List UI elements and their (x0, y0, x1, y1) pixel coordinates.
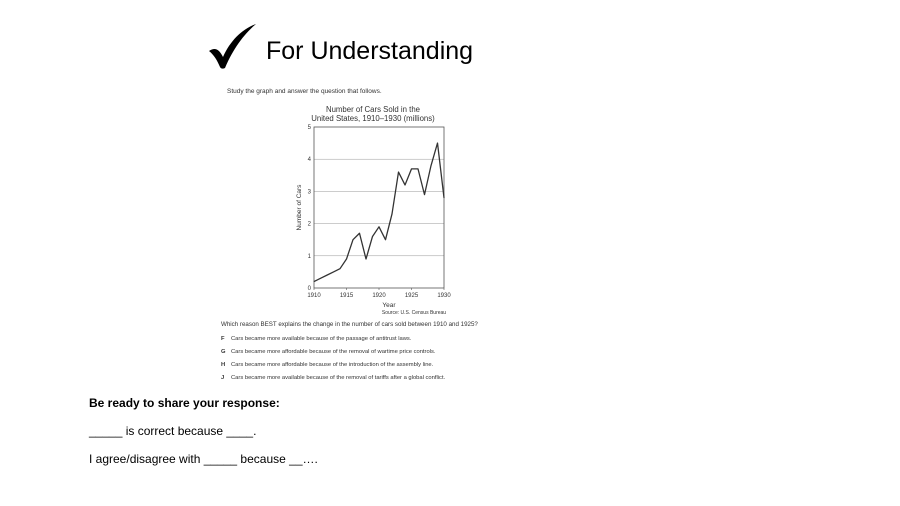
y-tick-labels (308, 125, 312, 292)
y-tick-label: 4 (307, 157, 311, 164)
response-frame-1: _____ is correct because ____. (89, 424, 257, 438)
data-point (431, 165, 432, 166)
x-tick-label: 1915 (339, 293, 354, 299)
answer-option-text: Cars became more affordable because of the removal of wartime price controls. (231, 349, 436, 355)
question-figure (218, 84, 518, 394)
y-tick-label: 0 (307, 286, 311, 292)
chart-title-line1: Number of Cars Sold in the (325, 105, 421, 114)
plot-frame (314, 127, 444, 288)
data-point (392, 214, 393, 215)
y-tick-label: 1 (307, 253, 311, 260)
response-heading: Be ready to share your response: (89, 396, 280, 410)
data-point (398, 172, 399, 173)
x-tick-label: 1930 (437, 293, 451, 299)
x-tick-labels (307, 288, 451, 299)
answer-option-g (221, 349, 436, 355)
data-point (424, 194, 425, 195)
data-point (327, 275, 328, 276)
answer-option-text: Cars became more affordable because of the introduction of the assembly line. (231, 362, 434, 368)
data-point (372, 236, 373, 237)
answer-option-letter: G (221, 349, 226, 355)
answer-option-text: Cars became more available because of the removal of tariffs after a global conflict. (231, 375, 446, 381)
data-point (353, 239, 354, 240)
data-point (405, 185, 406, 186)
answer-option-letter: H (221, 362, 226, 368)
slide-heading (206, 22, 473, 72)
data-point (437, 143, 438, 144)
y-tick-label: 5 (307, 125, 311, 131)
figure-intro: Study the graph and answer the question that follows. (227, 88, 382, 95)
line-chart (218, 84, 518, 324)
data-point (379, 226, 380, 227)
response-frame-2: I agree/disagree with _____ because __…. (89, 452, 318, 466)
data-point (411, 168, 412, 169)
data-point (340, 268, 341, 269)
data-point (385, 239, 386, 240)
answer-option-h (221, 362, 433, 368)
data-point (346, 259, 347, 260)
data-point (359, 233, 360, 234)
chart-title-line2: United States, 1910–1930 (millions) (311, 114, 435, 123)
data-point (366, 259, 367, 260)
answer-option-j (221, 375, 445, 381)
chart-source: Source: U.S. Census Bureau (381, 310, 447, 316)
answer-option-letter: J (221, 375, 225, 381)
data-point (314, 281, 315, 282)
x-axis-label: Year (382, 302, 396, 309)
chart-grid (314, 159, 444, 256)
y-tick-label: 2 (307, 221, 311, 228)
series-line (314, 143, 444, 281)
data-point (444, 197, 445, 198)
y-tick-label: 3 (307, 189, 311, 196)
answer-option-text: Cars became more available because of the passage of antitrust laws. (231, 336, 412, 342)
slide-title: For Understanding (266, 36, 474, 65)
x-tick-label: 1910 (307, 293, 321, 299)
x-tick-label: 1925 (404, 293, 419, 299)
x-tick-label: 1920 (372, 293, 386, 299)
series-points (314, 143, 445, 282)
question-text: Which reason BEST explains the change in the number of cars sold between 1910 and 1925? (221, 321, 478, 328)
check-mark-icon (206, 23, 258, 71)
data-point (320, 278, 321, 279)
answer-option-letter: F (221, 336, 225, 342)
y-axis-label: Number of Cars (296, 184, 303, 231)
answer-option-f (221, 336, 411, 342)
data-point (418, 168, 419, 169)
data-point (333, 272, 334, 273)
